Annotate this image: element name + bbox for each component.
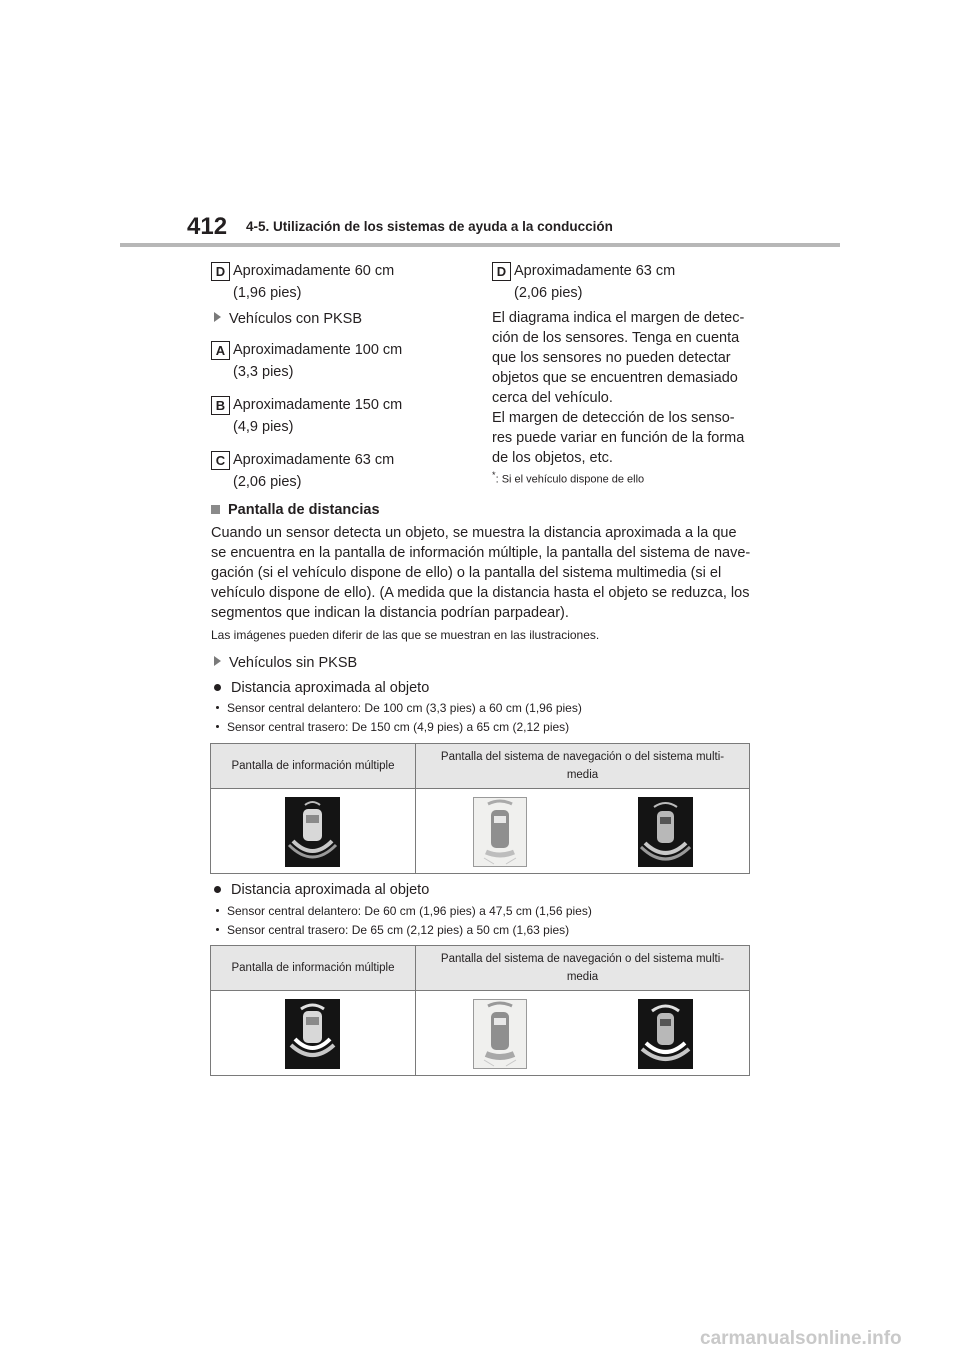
table-cell-nav-images	[416, 991, 750, 1076]
images-note: Las imágenes pueden diferir de las que se muestran en las ilustraciones.	[211, 628, 600, 642]
block1-bullet-2: Sensor central trasero: De 150 cm (4,9 pies) a 65 cm (2,12 pies)	[212, 720, 569, 734]
square-bullet-icon	[211, 505, 220, 514]
distances-body: Cuando un sensor detecta un objeto, se muestra la distancia aproximada a la que se encuentra en la pantalla de información múltiple, la pantalla del sistema de nave- gación (si el vehículo dispone de ello) o la pantalla del sistema multimedia (si el vehículo dispone de ello). (A medida que la distancia hasta el objeto se reduzca, los segmentos que indican la distancia podrían parpadear).	[211, 525, 751, 621]
table-header-nav: Pantalla del sistema de navegación o del sistema multi- media	[416, 946, 750, 991]
item-d-value: Aproximadamente 60 cm	[233, 263, 395, 279]
block2-title: Distancia aproximada al objeto	[212, 880, 429, 900]
footnote-mark: *	[492, 470, 496, 480]
round-bullet-icon	[214, 684, 221, 691]
label-d: D	[211, 262, 230, 281]
detection-paragraph-2: El margen de detección de los senso- res puede variar en función de la forma de los objetos, etc.	[492, 410, 745, 466]
label-b: B	[211, 396, 230, 415]
nav-display-image-dark	[638, 999, 693, 1069]
pksb-heading: Vehículos con PKSB	[214, 309, 362, 329]
right-item-d-value: Aproximadamente 63 cm	[514, 263, 676, 279]
nav-display-image-light	[473, 797, 527, 867]
nav-display-image-light	[473, 999, 527, 1069]
label-a: A	[211, 341, 230, 360]
page-number: 412	[187, 213, 228, 240]
triangle-bullet-icon	[214, 312, 221, 322]
no-pksb-heading: Vehículos sin PKSB	[214, 653, 357, 673]
header-rule	[120, 243, 840, 247]
detection-paragraph-1: El diagrama indica el margen de detec- ción de los sensores. Tenga en cuenta que los sensores no pueden detectar objetos que se encuentren demasiado cerca del vehículo.	[492, 310, 745, 406]
item-b-value: Aproximadamente 150 cm	[233, 397, 403, 413]
item-a-imperial: (3,3 pies)	[233, 364, 294, 380]
block2-bullet-1: Sensor central delantero: De 60 cm (1,96 pies) a 47,5 cm (1,56 pies)	[212, 904, 592, 918]
label-c: C	[211, 451, 230, 470]
nav-display-image-dark	[638, 797, 693, 867]
distances-heading: Pantalla de distancias	[211, 502, 380, 518]
table-cell-nav-images	[416, 789, 750, 874]
right-item-d-imperial: (2,06 pies)	[514, 285, 583, 301]
block2-bullet-2: Sensor central trasero: De 65 cm (2,12 pies) a 50 cm (1,63 pies)	[212, 923, 569, 937]
item-b-imperial: (4,9 pies)	[233, 419, 294, 435]
table-header-nav: Pantalla del sistema de navegación o del sistema multi- media	[416, 744, 750, 789]
item-c-value: Aproximadamente 63 cm	[233, 452, 395, 468]
multi-info-display-image	[285, 797, 340, 867]
block1-title: Distancia aproximada al objeto	[212, 678, 429, 698]
item-d-imperial: (1,96 pies)	[233, 285, 302, 301]
item-c-imperial: (2,06 pies)	[233, 474, 302, 490]
footnote: *: Si el vehículo dispone de ello	[492, 470, 645, 486]
label-d-right: D	[492, 262, 511, 281]
multi-info-display-image	[285, 999, 340, 1069]
section-title: 4-5. Utilización de los sistemas de ayuda a la conducción	[246, 219, 613, 234]
item-a-value: Aproximadamente 100 cm	[233, 342, 403, 358]
table-header-multi-info: Pantalla de información múltiple	[211, 946, 416, 991]
round-bullet-icon	[214, 886, 221, 893]
table-header-multi-info: Pantalla de información múltiple	[211, 744, 416, 789]
block1-bullet-1: Sensor central delantero: De 100 cm (3,3 pies) a 60 cm (1,96 pies)	[212, 701, 582, 715]
watermark: carmanualsonline.info	[700, 1328, 902, 1349]
triangle-bullet-icon	[214, 656, 221, 666]
